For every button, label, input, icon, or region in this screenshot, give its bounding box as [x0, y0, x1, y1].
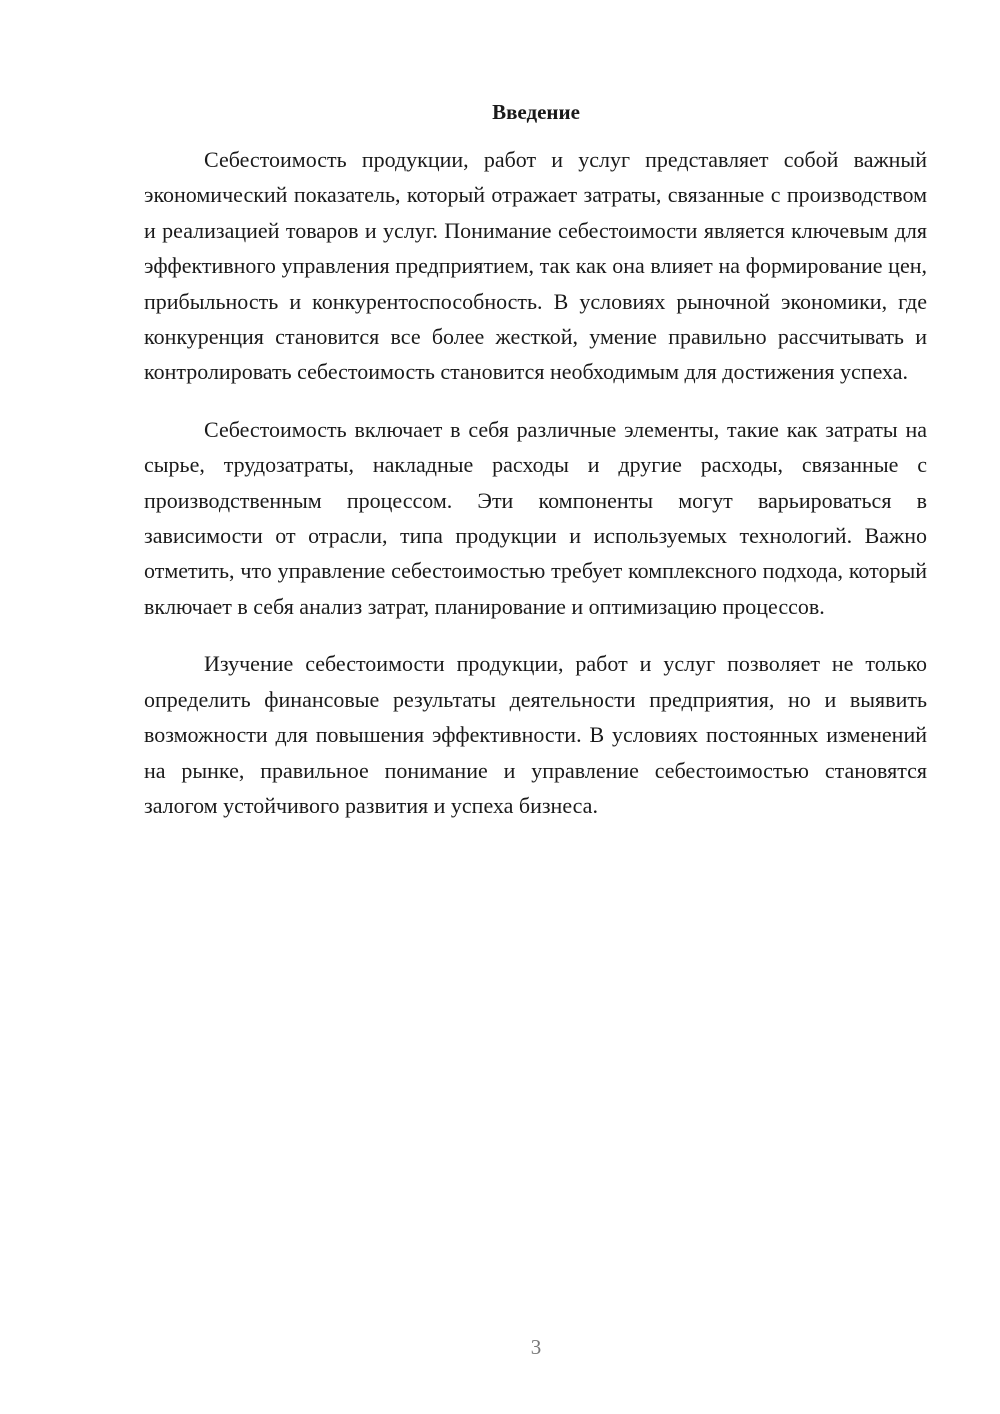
section-heading: Введение — [492, 100, 580, 124]
body-text — [144, 142, 927, 845]
paragraph-3: Изучение себестоимости продукции, работ и услуг позволяет не только определить финансовые результаты деятельности предприятия, но и выявить возможности для повышения эффективности. В условиях постоянных изменений на рынке, правильное понимание и управление себестоимостью становятся залогом устойчивого развития и успеха бизнеса. — [144, 651, 927, 818]
paragraph-1: Себестоимость продукции, работ и услуг представляет собой важный экономический показатель, который отражает затраты, связанные с производством и реализацией товаров и услуг. Понимание себестоимости является ключевым для эффективного управления предприятием, так как она влияет на формирование цен, прибыльность и конкурентоспособность. В условиях рыночной экономики, где конкуренция становится все более жесткой, умение правильно рассчитывать и контролировать себестоимость становится необходимым для достижения успеха. — [144, 147, 927, 385]
page-number: 3 — [530, 1335, 542, 1359]
paragraph-2: Себестоимость включает в себя различные элементы, такие как затраты на сырье, трудозатраты, накладные расходы и другие расходы, связанные с производственным процессом. Эти компоненты могут варьироваться в зависимости от отрасли, типа продукции и используемых технологий. Важно отметить, что управление себестоимостью требует комплексного подхода, который включает в себя анализ затрат, планирование и оптимизацию процессов. — [144, 416, 927, 619]
